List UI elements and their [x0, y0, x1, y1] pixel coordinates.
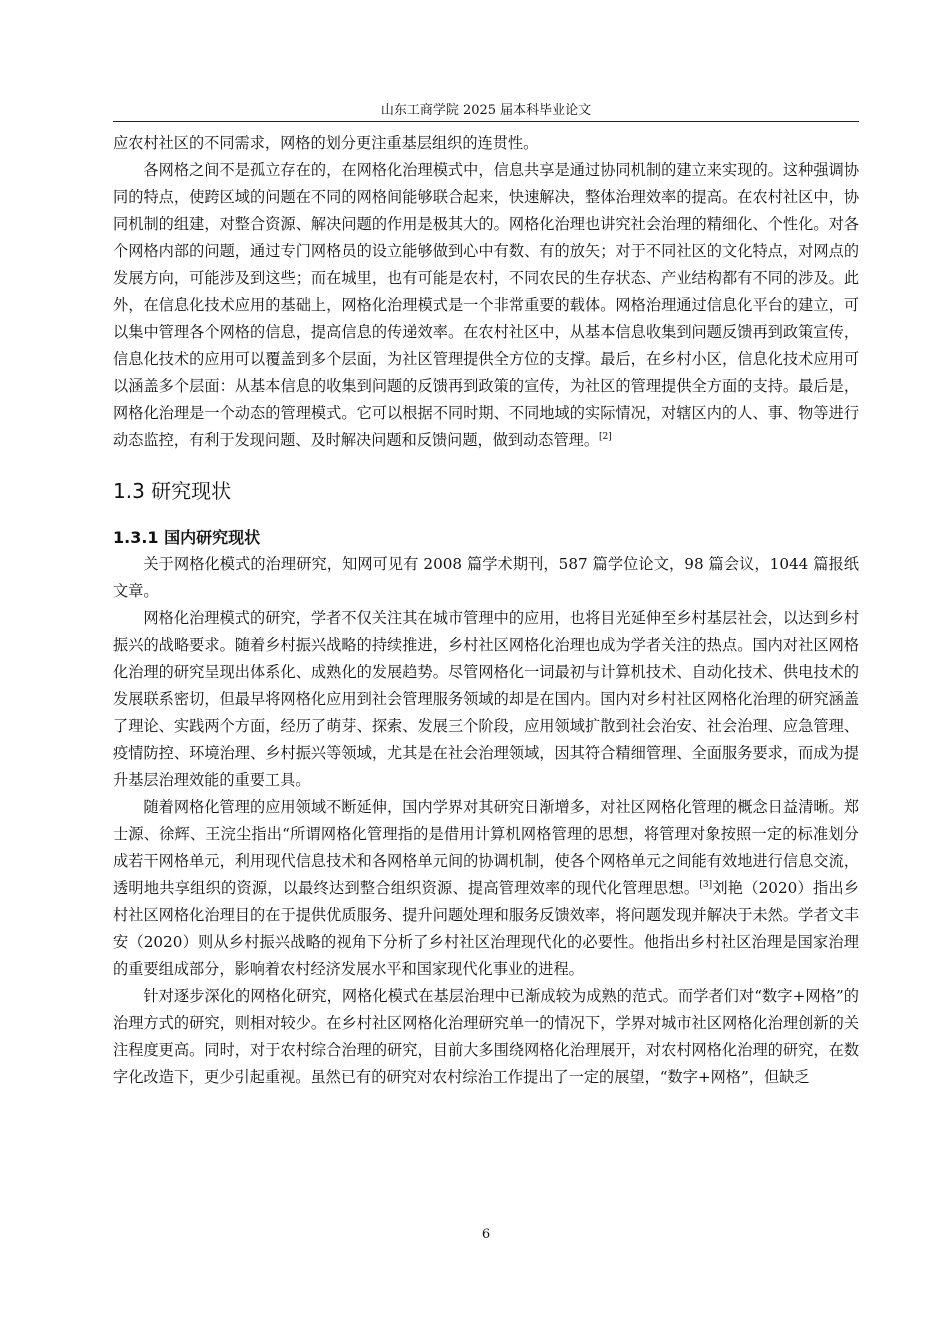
paragraph-text: 各网格之间不是孤立存在的，在网格化治理模式中，信息共享是通过协同机制的建立来实现的。这种强调协同的特点，使跨区域的问题在不同的网格间能够联合起来，快速解决，整体治理效率的提高。在农村社区中，协同机制的组建，对整合资源、解决问题的作用是极其大的。网格化治理也讲究社会治理的精细化、个性化。对各个网格内部的问题，通过专门网格员的设立能够做到心中有数、有的放矢；对于不同社区的文化特点，对网点的发展方向，可能涉及到这些；而在城里，也有可能是农村，不同农民的生存状态、产业结构都有不同的涉及。此外，在信息化技术应用的基础上，网格化治理模式是一个非常重要的载体。网格治理通过信息化平台的建立，可以集中管理各个网格的信息，提高信息的传递效率。在农村社区中，从基本信息收集到问题反馈再到政策宣传，信息化技术的应用可以覆盖到多个层面，为社区管理提供全方位的支撑。最后，在乡村小区，信息化技术应用可以涵盖多个层面：从基本信息的收集到问题的反馈再到政策的宣传，为社区的管理提供全方面的支持。最后是，网格化治理是一个动态的管理模式。它可以根据不同时期、不同地域的实际情况，对辖区内的人、事、物等进行动态监控，有利于发现问题、及时解决问题和反馈问题，做到动态管理。 — [113, 161, 859, 449]
paragraph-grid-research: 网格化治理模式的研究，学者不仅关注其在城市管理中的应用，也将目光延伸至乡村基层社会，以达到乡村振兴的战略要求。随着乡村振兴战略的持续推进，乡村社区网格化治理也成为学者关注的热点。国内对社区网格化治理的研究呈现出体系化、成熟化的发展趋势。尽管网格化一词最初与计算机技术、自动化技术、供电技术的发展联系密切，但最早将网格化应用到社会管理服务领域的却是在国内。国内对乡村社区网格化治理的研究涵盖了理论、实践两个方面，经历了萌芽、探索、发展三个阶段，应用领域扩散到社会治安、社会治理、应急管理、疫情防控、环境治理、乡村振兴等领域，尤其是在社会治理领域，因其符合精细管理、全面服务要求，而成为提升基层治理效能的重要工具。 — [113, 609, 859, 789]
subsection-heading-1-3-1: 1.3.1 国内研究现状 — [113, 528, 261, 547]
header-rule — [113, 121, 859, 122]
paragraph-text: 随着网格化管理的应用领域不断延伸，国内学界对其研究日渐增多，对社区网格化管理的概念日益清晰。郑士源、徐辉、王浣尘指出“所谓网格化管理指的是借用计算机网格管理的思想，将管理对象按照一定的标准划分成若干网格单元，利用现代信息技术和各网格单元间的协调机制，使各个网格单元之间能有效地进行信息交流，透明地共享组织的资源，以最终达到整合组织资源、提高管理效率的现代化管理思想。 — [113, 798, 859, 897]
paragraph-digital-grid: 针对逐步深化的网格化研究，网格化模式在基层治理中已渐成较为成熟的范式。而学者们对“数字+网格”的治理方式的研究，则相对较少。在乡村社区网格化治理研究单一的情况下，学界对城市社区网格化治理创新的关注程度更高。同时，对于农村综合治理的研究，目前大多围绕网格化治理展开，对农村网格化治理的研究，在数字化改造下，更少引起重视。虽然已有的研究对农村综治工作提出了一定的展望，“数字+网格”，但缺乏 — [113, 987, 859, 1086]
citation-ref-2: [2] — [599, 431, 612, 442]
paragraph-grid-concept — [113, 794, 859, 983]
paragraph-continued: 应农村社区的不同需求，网格的划分更注重基层组织的连贯性。 — [113, 134, 539, 152]
section-heading-1-3: 1.3 研究现状 — [113, 479, 232, 503]
page-body — [113, 130, 859, 1091]
paragraph-cnki-stats: 关于网格化模式的治理研究，知网可见有 2008 篇学术期刊，587 篇学位论文，98 篇会议，1044 篇报纸文章。 — [113, 555, 859, 600]
running-header: 山东工商学院 2025 届本科毕业论文 — [380, 103, 592, 118]
page-number: 6 — [481, 1227, 491, 1242]
citation-ref-3: [3] — [699, 879, 713, 890]
paragraph-text: 刘艳（2020）指出乡村社区网格化治理目的在于提供优质服务、提升问题处理和服务反馈效率，将问题发现并解决于未然。学者文丰安（2020）则从乡村振兴战略的视角下分析了乡村社区治理现代化的必要性。他指出乡村社区治理是国家治理的重要组成部分，影响着农村经济发展水平和国家现代化事业的进程。 — [113, 879, 859, 978]
paragraph-grid-collaboration — [113, 157, 859, 454]
